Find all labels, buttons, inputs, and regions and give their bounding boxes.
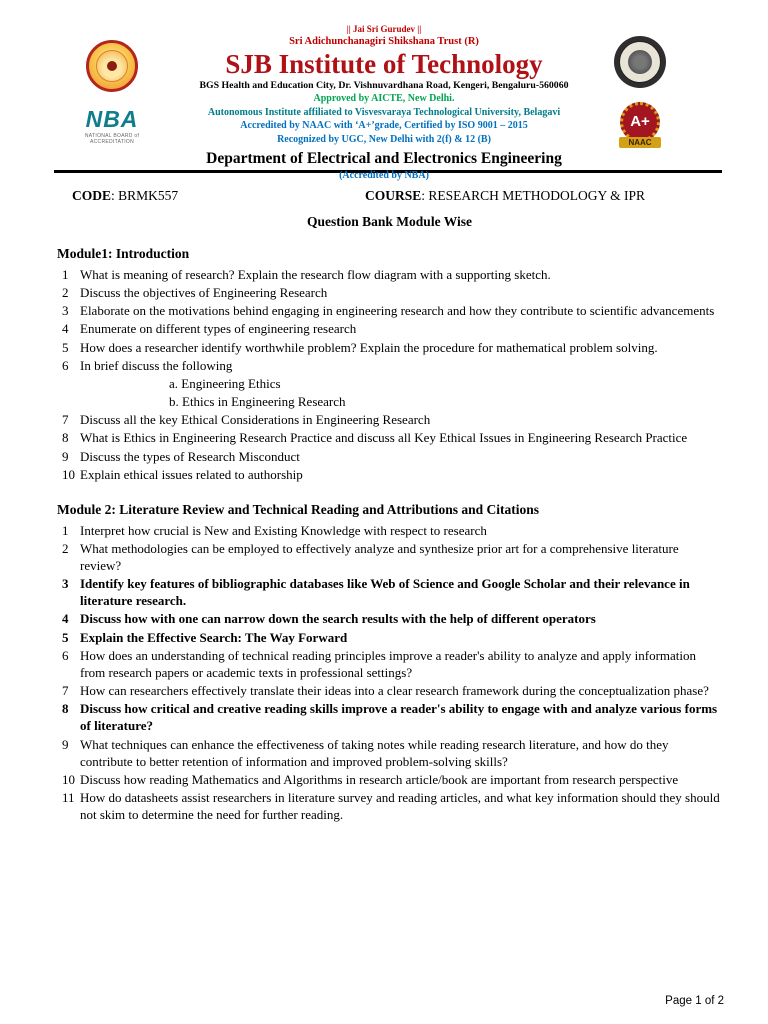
question-text: Enumerate on different types of engineering research: [80, 321, 357, 337]
course-code: [72, 187, 365, 205]
question-number: 3: [62, 576, 69, 592]
question-item: [57, 522, 722, 539]
question-subitem: b. Ethics in Engineering Research: [169, 394, 346, 410]
question-text: What is Ethics in Engineering Research Practice and discuss all Key Ethical Issues in Engineering Research Practice: [80, 430, 688, 446]
question-number: 3: [62, 303, 69, 319]
letterhead-text: [114, 24, 654, 182]
page-number: Page 1 of 2: [665, 995, 724, 1007]
question-text: How does a researcher identify worthwhile problem? Explain the procedure for mathematical problem solving.: [80, 339, 658, 355]
question-number: 8: [62, 701, 69, 717]
question-number: 7: [62, 412, 69, 428]
question-item: [57, 575, 722, 609]
code-label: CODE: [72, 187, 112, 203]
module-heading: Module1: Introduction: [57, 246, 190, 262]
question-item: [57, 682, 722, 699]
question-item: [57, 629, 722, 646]
question-text: In brief discuss the following: [80, 357, 233, 373]
question-item: [57, 357, 722, 374]
question-number: 8: [62, 430, 69, 446]
question-item: [57, 320, 722, 337]
naac-a-plus-badge-icon: [619, 102, 661, 148]
sjb-institute-logo-icon: [86, 40, 138, 92]
question-text: Discuss how critical and creative reading skills improve a reader's ability to engage with and analyze various forms of literature?: [80, 701, 718, 734]
course-value: : RESEARCH METHODOLOGY & IPR: [421, 187, 646, 203]
nba-logo-icon: [80, 108, 144, 145]
question-number: 10: [62, 771, 75, 787]
question-item: [57, 411, 722, 428]
question-number: 9: [62, 448, 69, 464]
module-section: [57, 245, 722, 483]
question-subitem: a. Engineering Ethics: [169, 375, 281, 391]
question-number: 10: [62, 466, 75, 482]
question-number: 1: [62, 522, 69, 538]
question-item: [57, 771, 722, 788]
question-number: 2: [62, 540, 69, 556]
question-text: How does an understanding of technical reading principles improve a reader's ability to analyze and apply information from research papers or academic texts in professional settings?: [80, 647, 697, 680]
question-item: [57, 302, 722, 319]
course-title: [365, 187, 645, 205]
module-heading: Module 2: Literature Review and Technical Reading and Attributions and Citations: [57, 501, 540, 517]
question-item: [57, 429, 722, 446]
question-item: [57, 466, 722, 483]
question-text: Identify key features of bibliographic databases like Web of Science and Google Scholar and their relevance in literature research.: [80, 576, 690, 609]
question-item: [57, 700, 722, 734]
autonomous-affiliation-line: Autonomous Institute affiliated to Visvesvaraya Technological University, Belagavi: [207, 106, 561, 118]
question-item: [57, 284, 722, 301]
question-text: Interpret how crucial is New and Existing Knowledge with respect to research: [80, 522, 487, 538]
modules-container: [57, 245, 722, 823]
question-number: 4: [62, 611, 69, 627]
question-number: 11: [62, 789, 75, 805]
question-number: 6: [62, 357, 69, 373]
question-number: 6: [62, 647, 69, 663]
question-text: How do datasheets assist researchers in literature survey and reading articles, and what key information should they should not skim to determine the need for further reading.: [80, 789, 720, 823]
institute-name: SJB Institute of Technology: [225, 48, 543, 79]
nba-logo-text: NBA: [85, 106, 139, 132]
right-logo-column: [610, 36, 670, 148]
naac-ribbon-text: NAAC: [619, 137, 661, 148]
naac-grade-text: A+: [620, 102, 660, 142]
question-item: [57, 789, 722, 823]
document-body: [0, 173, 768, 824]
question-number: 1: [62, 266, 69, 282]
question-text: Explain ethical issues related to authorship: [80, 466, 303, 482]
question-text: What techniques can enhance the effectiveness of taking notes while reading research literature, and how do they contribute to better retention of information and improved problem-solving skills?: [80, 736, 669, 769]
naac-accreditation-line: Accredited by NAAC with ‘A+’grade, Certified by ISO 9001 – 2015: [240, 120, 528, 132]
nba-logo-caption: NATIONAL BOARD of ACCREDITATION: [84, 133, 140, 145]
question-text: What methodologies can be employed to effectively analyze and synthesize prior art for a comprehensive literature review?: [80, 540, 679, 573]
question-item: [57, 540, 722, 574]
question-item: [57, 339, 722, 356]
nba-accreditation-note: (Accredited by NBA): [339, 170, 429, 182]
question-text: Discuss how with one can narrow down the search results with the help of different operators: [80, 611, 596, 627]
invocation-line: || Jai Sri Gurudev ||: [346, 24, 422, 34]
question-item: [57, 610, 722, 627]
course-label: COURSE: [365, 187, 422, 203]
code-value: : BRMK557: [111, 187, 179, 203]
question-text: Discuss how reading Mathematics and Algorithms in research article/book are important from research perspective: [80, 771, 679, 787]
question-text: How can researchers effectively translate their ideas into a clear research framework during the conceptualization phase?: [80, 683, 709, 699]
question-text: Elaborate on the motivations behind engaging in engineering research and how they contribute to scientific advancements: [80, 303, 715, 319]
question-item: [57, 736, 722, 770]
question-text: Discuss all the key Ethical Considerations in Engineering Research: [80, 412, 431, 428]
question-text: What is meaning of research? Explain the research flow diagram with a supporting sketch.: [80, 266, 551, 282]
question-number: 5: [62, 339, 69, 355]
question-number: 7: [62, 683, 69, 699]
question-item: [57, 647, 722, 681]
question-text: Discuss the objectives of Engineering Research: [80, 285, 328, 301]
ugc-recognition-line: Recognized by UGC, New Delhi with 2(f) & 12 (B): [277, 133, 491, 145]
left-logo-column: [80, 40, 144, 145]
aicte-approval-line: Approved by AICTE, New Delhi.: [313, 93, 455, 105]
question-item: [57, 448, 722, 465]
code-course-row: [57, 187, 722, 205]
question-text: Discuss the types of Research Misconduct: [80, 448, 300, 464]
letterhead: [0, 0, 768, 182]
department-name: Department of Electrical and Electronics Engineering: [206, 150, 562, 168]
question-text: Explain the Effective Search: The Way Forward: [80, 629, 348, 645]
module-section: [57, 501, 722, 823]
question-item: [57, 266, 722, 283]
question-number: 5: [62, 629, 69, 645]
institute-address: BGS Health and Education City, Dr. Vishnuvardhana Road, Kengeri, Bengaluru-560060: [199, 80, 569, 92]
document-title: Question Bank Module Wise: [307, 214, 472, 230]
question-number: 2: [62, 285, 69, 301]
trust-seal-icon: [614, 36, 666, 88]
question-number: 9: [62, 736, 69, 752]
question-number: 4: [62, 321, 69, 337]
trust-name-line: Sri Adichunchanagiri Shikshana Trust (R): [289, 36, 479, 48]
